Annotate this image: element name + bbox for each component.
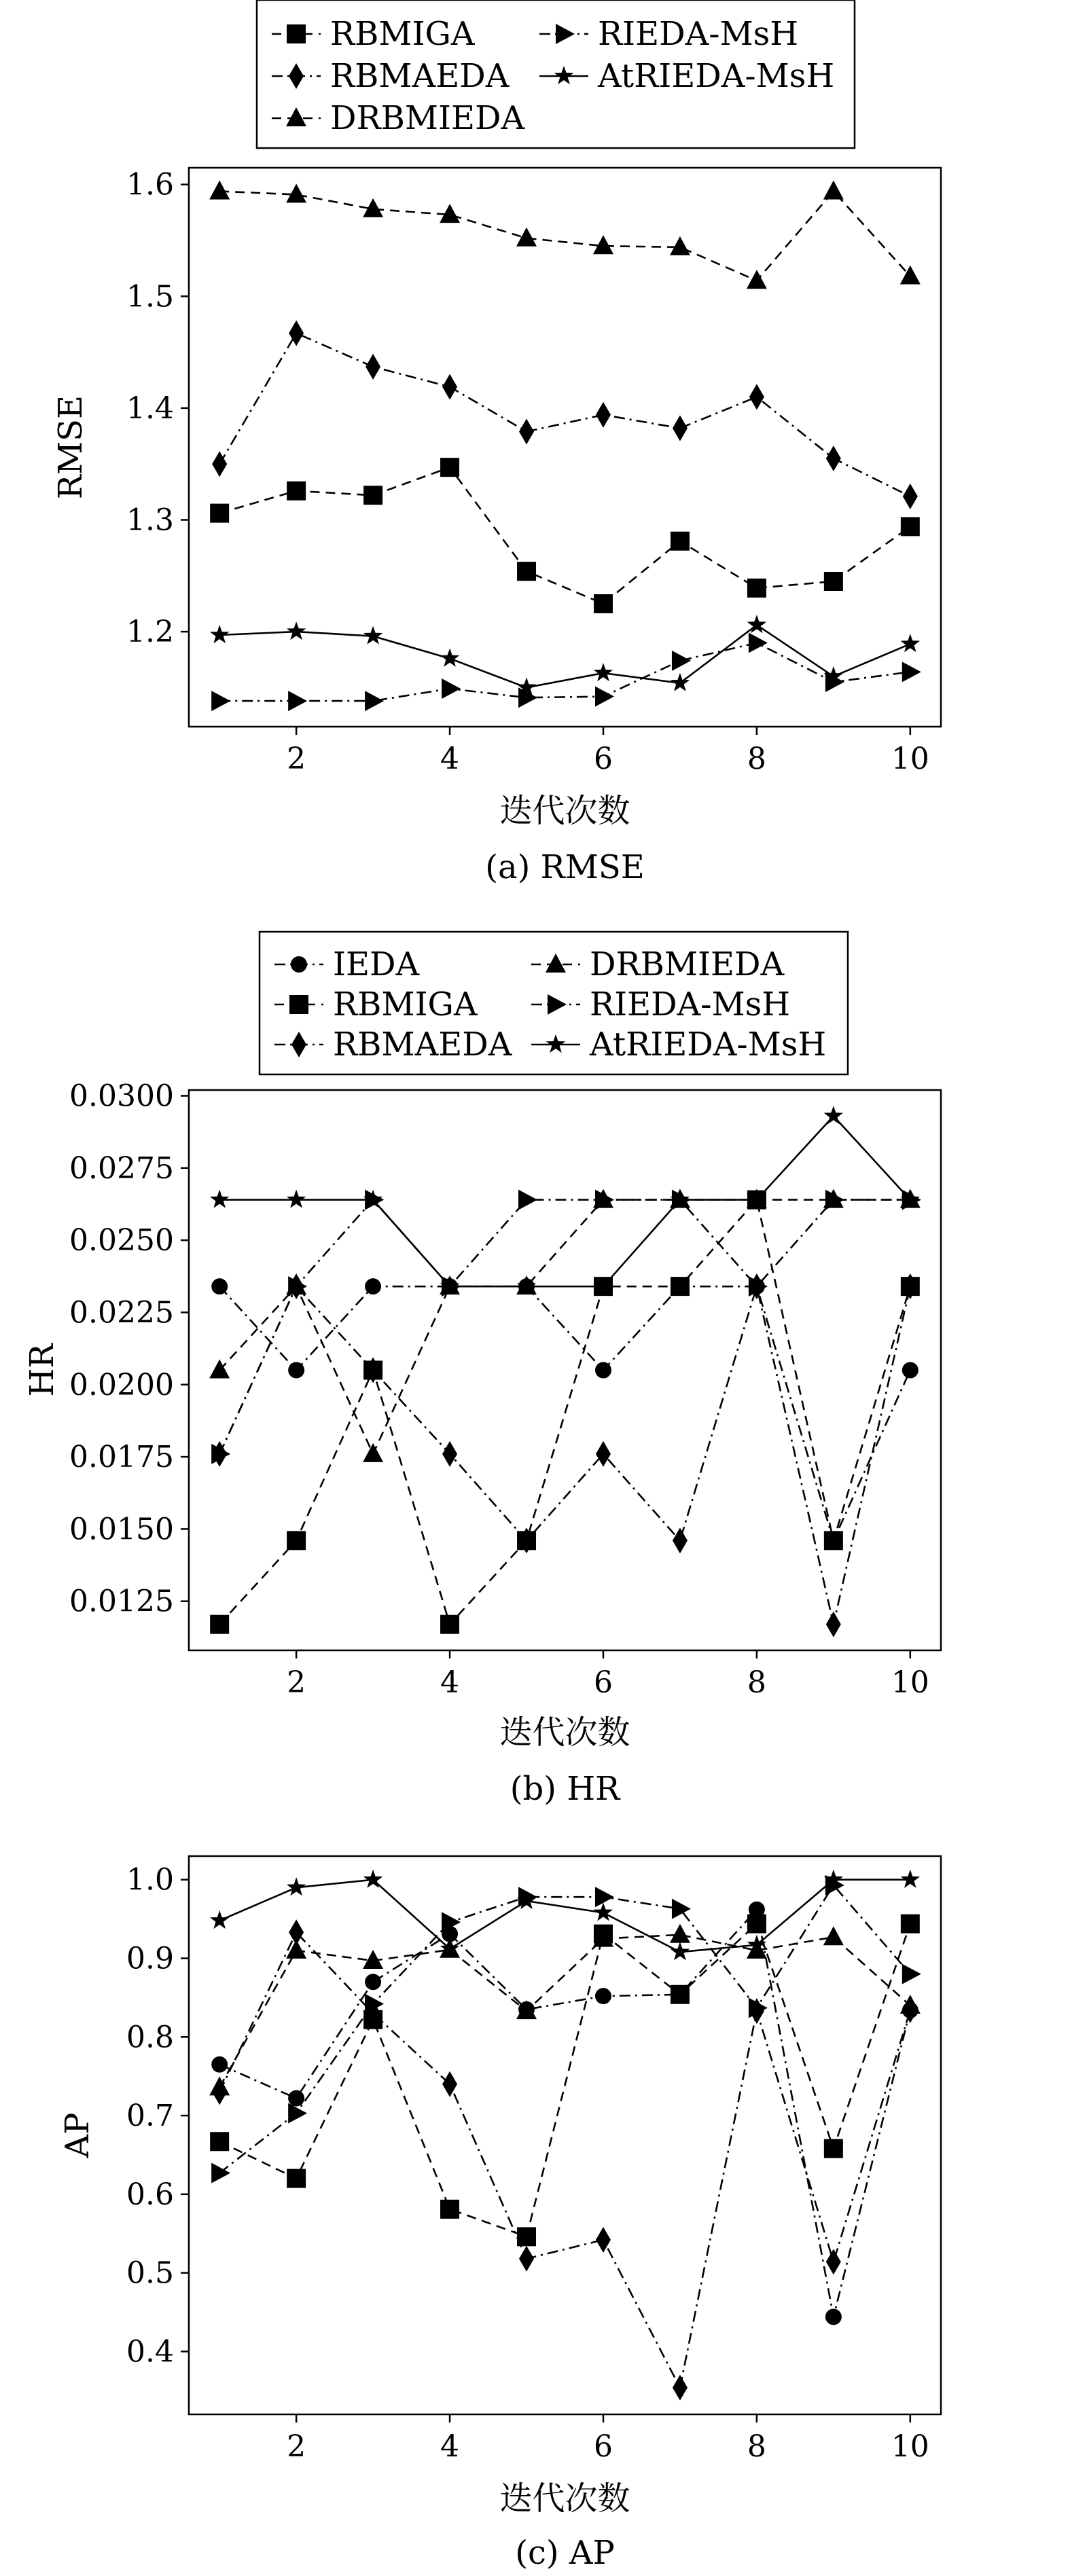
- data-point: [826, 2249, 841, 2274]
- data-point: [209, 2076, 230, 2095]
- y-tick-label: 0.5: [126, 2255, 174, 2291]
- y-tick-label: 0.0125: [69, 1584, 174, 1619]
- data-point: [442, 1441, 457, 1467]
- x-axis-label: 迭代次数: [499, 2480, 630, 2518]
- data-point: [596, 402, 611, 428]
- series-line: [219, 467, 910, 604]
- data-point: [671, 1277, 690, 1296]
- x-tick-label: 6: [593, 2429, 613, 2464]
- series-series-3: [212, 1919, 918, 2400]
- legend-marker: [291, 956, 307, 973]
- data-point: [901, 1870, 921, 1888]
- x-tick-label: 4: [440, 742, 460, 776]
- data-point: [823, 1926, 844, 1945]
- series-line: [219, 643, 910, 702]
- data-point: [902, 661, 921, 682]
- chart-caption: (c) AP: [515, 2534, 615, 2572]
- chart-ap: [58, 1856, 941, 2572]
- data-point: [749, 633, 768, 653]
- x-tick-label: 2: [287, 1665, 306, 1700]
- x-tick-label: 2: [287, 2429, 306, 2464]
- data-point: [209, 1360, 230, 1379]
- data-point: [596, 1441, 611, 1467]
- chart-caption: (a) RMSE: [485, 848, 645, 886]
- legend: [257, 0, 855, 148]
- data-point: [440, 1615, 459, 1634]
- data-point: [363, 486, 382, 505]
- y-tick-label: 1.2: [126, 615, 174, 650]
- data-point: [749, 384, 764, 410]
- data-point: [672, 1899, 691, 1919]
- series-drbmieda: [209, 1189, 921, 1462]
- data-point: [823, 181, 844, 200]
- x-tick-label: 8: [747, 742, 766, 776]
- x-tick-label: 2: [287, 742, 306, 776]
- data-point: [210, 504, 229, 523]
- data-point: [440, 649, 460, 667]
- data-point: [210, 625, 230, 643]
- series-rbmiga: [210, 1191, 920, 1634]
- series-atrieda-msh: [210, 615, 920, 695]
- data-point: [826, 446, 841, 471]
- data-point: [671, 532, 690, 551]
- y-tick-label: 0.7: [126, 2099, 174, 2134]
- data-point: [747, 270, 767, 289]
- data-point: [902, 1362, 919, 1379]
- legend-label: RIEDA-MsH: [598, 15, 799, 53]
- y-tick-label: 0.0300: [69, 1078, 174, 1114]
- series-line: [219, 1200, 910, 1454]
- data-point: [594, 594, 613, 613]
- data-point: [671, 673, 690, 691]
- data-point: [287, 1877, 306, 1895]
- data-point: [287, 621, 306, 640]
- data-point: [288, 1362, 304, 1379]
- series-line: [219, 192, 910, 281]
- series-line: [219, 1286, 910, 1540]
- y-tick-label: 1.5: [126, 279, 174, 314]
- series-line: [219, 625, 910, 687]
- data-point: [210, 1910, 230, 1929]
- y-tick-label: 0.0225: [69, 1295, 174, 1330]
- legend-label: RBMAEDA: [333, 1026, 512, 1064]
- y-axis-label: HR: [23, 1343, 61, 1397]
- data-point: [365, 354, 380, 380]
- x-tick-label: 8: [747, 2429, 766, 2464]
- legend-label: RBMAEDA: [330, 57, 510, 95]
- data-point: [211, 2056, 228, 2073]
- data-point: [594, 663, 613, 681]
- x-axis-label: 迭代次数: [499, 792, 630, 830]
- y-tick-label: 1.6: [126, 167, 174, 202]
- y-tick-label: 0.9: [126, 1941, 174, 1976]
- y-tick-label: 1.3: [126, 503, 174, 538]
- series-line: [219, 333, 910, 496]
- series-drbmieda: [209, 181, 921, 289]
- series-ieda: [211, 1278, 919, 1548]
- legend-label: RBMIGA: [330, 15, 475, 53]
- data-point: [595, 687, 614, 707]
- data-point: [673, 416, 688, 441]
- series-rieda-msh: [211, 1190, 921, 1464]
- data-point: [442, 678, 461, 699]
- legend: [260, 932, 848, 1074]
- series-line: [219, 1932, 910, 2387]
- data-point: [210, 1190, 230, 1208]
- data-point: [365, 691, 384, 711]
- series-line: [219, 1200, 910, 1625]
- data-point: [671, 1942, 690, 1960]
- data-point: [286, 184, 306, 203]
- y-tick-label: 0.4: [126, 2334, 174, 2370]
- data-point: [903, 484, 918, 509]
- data-point: [673, 2375, 688, 2401]
- data-point: [901, 634, 921, 652]
- y-tick-label: 0.8: [126, 2020, 174, 2055]
- data-point: [519, 418, 534, 444]
- data-point: [595, 1988, 611, 2004]
- series-series-2: [210, 1915, 920, 2247]
- data-point: [209, 181, 230, 200]
- data-point: [824, 572, 843, 591]
- chart-hr: [23, 932, 941, 1808]
- y-axis-label: AP: [58, 2112, 96, 2158]
- data-point: [670, 1924, 690, 1943]
- data-point: [287, 1531, 306, 1550]
- data-point: [287, 2169, 306, 2188]
- series-series-5: [211, 1875, 921, 2183]
- x-tick-label: 10: [891, 742, 929, 776]
- chart-caption: (b) HR: [510, 1770, 620, 1808]
- x-tick-label: 4: [440, 2429, 460, 2464]
- data-point: [826, 1612, 841, 1637]
- y-tick-label: 0.0175: [69, 1440, 174, 1475]
- legend-marker: [289, 995, 308, 1014]
- data-point: [287, 482, 306, 501]
- data-point: [595, 1887, 614, 1907]
- y-tick-label: 0.0150: [69, 1512, 174, 1547]
- data-point: [211, 691, 230, 711]
- data-point: [518, 1190, 537, 1210]
- series-line: [219, 1935, 910, 2088]
- y-axis-label: RMSE: [52, 395, 90, 500]
- legend-label: RBMIGA: [333, 985, 478, 1023]
- series-line: [219, 1200, 910, 1454]
- legend-marker: [287, 24, 306, 43]
- legend-label: DRBMIEDA: [330, 99, 525, 137]
- data-point: [440, 458, 459, 477]
- legend-label: IEDA: [333, 945, 420, 983]
- y-tick-label: 0.0250: [69, 1223, 174, 1258]
- legend-label: RIEDA-MsH: [590, 985, 791, 1023]
- x-tick-label: 10: [891, 1665, 929, 1700]
- data-point: [442, 374, 457, 400]
- series-line: [219, 1910, 910, 2317]
- data-point: [673, 1527, 688, 1553]
- y-tick-label: 0.6: [126, 2177, 174, 2212]
- data-point: [595, 1362, 611, 1379]
- x-tick-label: 4: [440, 1665, 460, 1700]
- series-rbmaeda: [212, 321, 918, 509]
- x-tick-label: 8: [747, 1665, 766, 1700]
- series-line: [219, 1885, 910, 2173]
- data-point: [747, 1915, 766, 1934]
- data-point: [288, 2090, 304, 2107]
- y-tick-label: 0.0200: [69, 1367, 174, 1402]
- data-point: [824, 2139, 843, 2158]
- y-tick-label: 0.0275: [69, 1150, 174, 1186]
- series-rbmaeda: [212, 1273, 918, 1637]
- data-point: [901, 1915, 920, 1934]
- data-point: [288, 691, 307, 711]
- data-point: [825, 2308, 842, 2325]
- data-point: [747, 579, 766, 598]
- data-point: [287, 1190, 306, 1208]
- data-point: [210, 2132, 229, 2151]
- data-point: [519, 2246, 534, 2272]
- data-point: [900, 1995, 921, 2014]
- y-tick-label: 1.4: [126, 391, 174, 426]
- series-series-1: [211, 1902, 919, 2325]
- data-point: [672, 651, 691, 671]
- data-point: [442, 2071, 457, 2097]
- legend-label: AtRIEDA-MsH: [590, 1026, 827, 1064]
- y-tick-label: 1.0: [126, 1862, 174, 1898]
- series-line: [219, 1116, 910, 1286]
- data-point: [901, 517, 920, 536]
- data-point: [517, 562, 536, 581]
- data-point: [824, 1531, 843, 1550]
- series-series-6: [210, 1870, 920, 1961]
- data-point: [670, 236, 690, 255]
- data-point: [363, 1443, 383, 1462]
- data-point: [440, 2200, 459, 2219]
- series-rbmiga: [210, 458, 920, 613]
- data-point: [365, 1974, 381, 1990]
- chart-rmse: [52, 0, 941, 886]
- data-point: [902, 1964, 921, 1984]
- series-line: [219, 1924, 910, 2237]
- data-point: [824, 1106, 844, 1124]
- x-axis-label: 迭代次数: [499, 1713, 630, 1752]
- legend-label: DRBMIEDA: [590, 945, 785, 983]
- x-tick-label: 6: [593, 742, 613, 776]
- data-point: [211, 1278, 228, 1294]
- series-line: [219, 1286, 910, 1625]
- series-rieda-msh: [211, 633, 921, 712]
- data-point: [671, 1985, 690, 2004]
- data-point: [210, 1615, 229, 1634]
- data-point: [365, 1278, 381, 1294]
- x-tick-label: 6: [593, 1665, 613, 1700]
- legend-label: AtRIEDA-MsH: [598, 57, 835, 95]
- plot-frame: [189, 168, 941, 727]
- x-tick-label: 10: [891, 2429, 929, 2464]
